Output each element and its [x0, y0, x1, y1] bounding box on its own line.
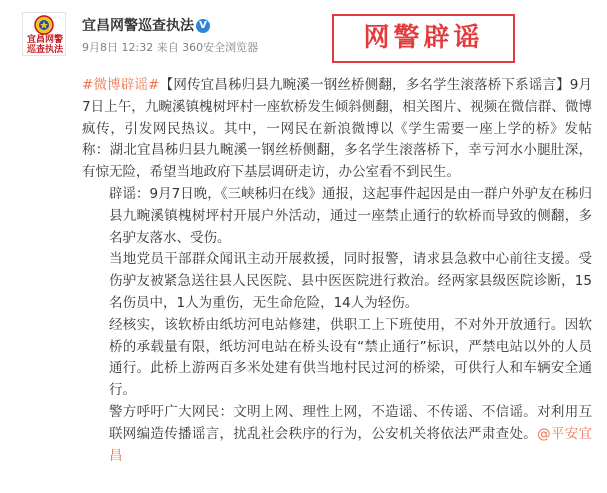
paragraph-2: 辟谣：9月7日晚，《三峡秭归在线》通报，这起事件起因是由一群户外驴友在秭归县九畹溪镇槐树坪村开展户外活动，通过一座禁止通行的软桥而导致的侧翻，多名驴友落水、受伤。 [109, 185, 592, 246]
post-body [82, 75, 592, 467]
paragraph-3: 当地党员干部群众闻讯主动开展救援，同时报警，请求县急救中心前往支援。受伤驴友被紧急送往县人民医院、县中医医院进行救治。经两家县级医院诊断，15名伤员中，1人为重伤，无生命危险，14人为轻伤。 [109, 251, 592, 311]
paragraph-1 [82, 75, 592, 184]
police-emblem-icon [33, 15, 55, 35]
paragraph-1-text: 【网传宜昌秭归县九畹溪一钢丝桥侧翻，多名学生滚落桥下系谣言】9月7日上午，九畹溪镇槐树坪村一座软桥发生倾斜侧翻，相关图片、视频在微信群、微博疯传，引发网民热议。其中，一网民在新浪微博以《学生需要一座上学的桥》发帖称：湖北宜昌秭归县九畹溪一钢丝桥侧翻，多名学生滚落桥下，幸亏河水小腿肚深，有惊无险，希望当地政府下基层调研走访，办公室看不到民生。 [82, 77, 593, 181]
avatar-text-top: 宜昌网警 [26, 35, 63, 45]
paragraph-5-text: 警方呼吁广大网民：文明上网、理性上网，不造谣、不传谣、不信谣。对利用互联网编造传播谣言，扰乱社会秩序的行为，公安机关将依法严肃查处。 [109, 403, 592, 442]
post-meta: 9月8日 12:32 来自 360安全浏览器 [82, 41, 259, 54]
paragraph-4: 经核实，该软桥由纸坊河电站修建，供职工上下班使用，不对外开放通行。因软桥的承载量有限，纸坊河电站在桥头设有“禁止通行”标识，严禁电站以外的人员通行。此桥上游两百多米处建有供当地村民过河的桥梁，可供行人和车辆安全通行。 [109, 316, 592, 399]
mention-link[interactable]: @平安宜昌 [109, 425, 593, 464]
rumor-stamp: 网警辟谣 [332, 14, 515, 63]
author-name[interactable]: 宜昌网警巡查执法 [82, 18, 194, 34]
avatar[interactable] [22, 12, 66, 56]
paragraph-5 [82, 402, 592, 467]
verified-icon: V [196, 19, 210, 33]
hashtag-link[interactable]: #微博辟谣# [82, 77, 160, 93]
avatar-text-bottom: 巡查执法 [26, 45, 63, 55]
